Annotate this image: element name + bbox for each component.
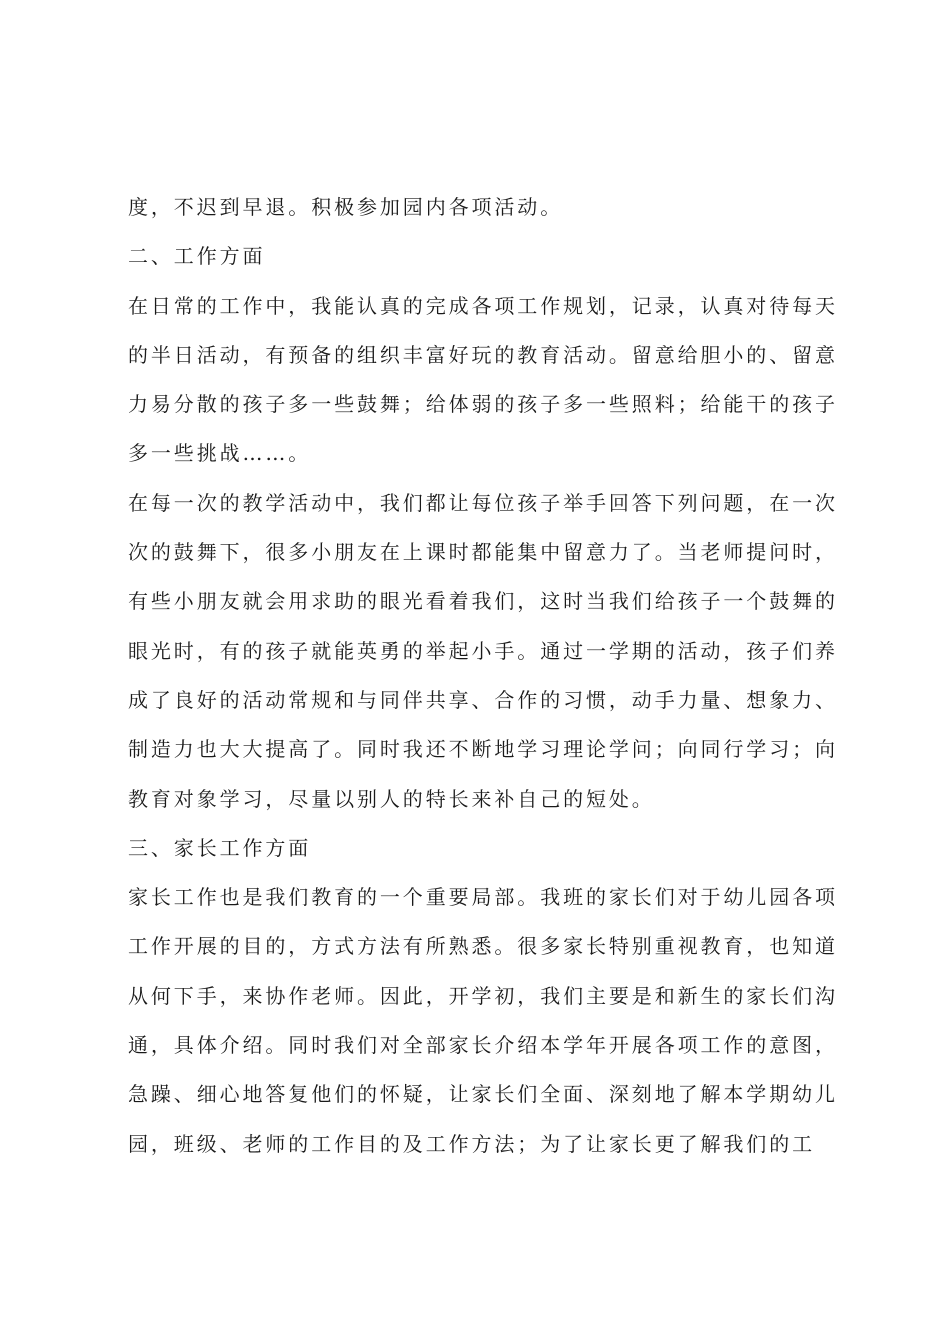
section-heading: 三、家长工作方面 [128, 835, 312, 860]
document-body [128, 183, 840, 1169]
text-line: 制造力也大大提高了。同时我还不断地学习理论学问；向同行学习；向 [128, 737, 838, 762]
text-line: 从何下手，来协作老师。因此，开学初，我们主要是和新生的家长们沟 [128, 983, 838, 1008]
text-line: 多一些挑战……。 [128, 441, 312, 466]
text-line: 在每一次的教学活动中，我们都让每位孩子举手回答下列问题，在一次 [128, 490, 838, 515]
text-line: 力易分散的孩子多一些鼓舞；给体弱的孩子多一些照料；给能干的孩子 [128, 392, 838, 417]
text-line: 家长工作也是我们教育的一个重要局部。我班的家长们对于幼儿园各项 [128, 885, 838, 910]
text-line: 园，班级、老师的工作目的及工作方法；为了让家长更了解我们的工 [128, 1131, 815, 1156]
text-line: 工作开展的目的，方式方法有所熟悉。很多家长特别重视教育，也知道 [128, 934, 838, 959]
text-line: 在日常的工作中，我能认真的完成各项工作规划，记录，认真对待每天 [128, 293, 838, 318]
text-line: 有些小朋友就会用求助的眼光看着我们，这时当我们给孩子一个鼓舞的 [128, 589, 838, 614]
text-line: 成了良好的活动常规和与同伴共享、合作的习惯，动手力量、想象力、 [128, 687, 838, 712]
text-line: 通，具体介绍。同时我们对全部家长介绍本学年开展各项工作的意图， [128, 1033, 838, 1058]
text-line: 眼光时，有的孩子就能英勇的举起小手。通过一学期的活动，孩子们养 [128, 638, 838, 663]
text-line: 的半日活动，有预备的组织丰富好玩的教育活动。留意给胆小的、留意 [128, 342, 838, 367]
text-line: 次的鼓舞下，很多小朋友在上课时都能集中留意力了。当老师提问时， [128, 540, 838, 565]
section-heading: 二、工作方面 [128, 244, 266, 269]
text-line: 度，不迟到早退。积极参加园内各项活动。 [128, 195, 564, 219]
text-line: 急躁、细心地答复他们的怀疑，让家长们全面、深刻地了解本学期幼儿 [128, 1082, 838, 1107]
text-line: 教育对象学习，尽量以别人的特长来补自己的短处。 [128, 786, 655, 811]
